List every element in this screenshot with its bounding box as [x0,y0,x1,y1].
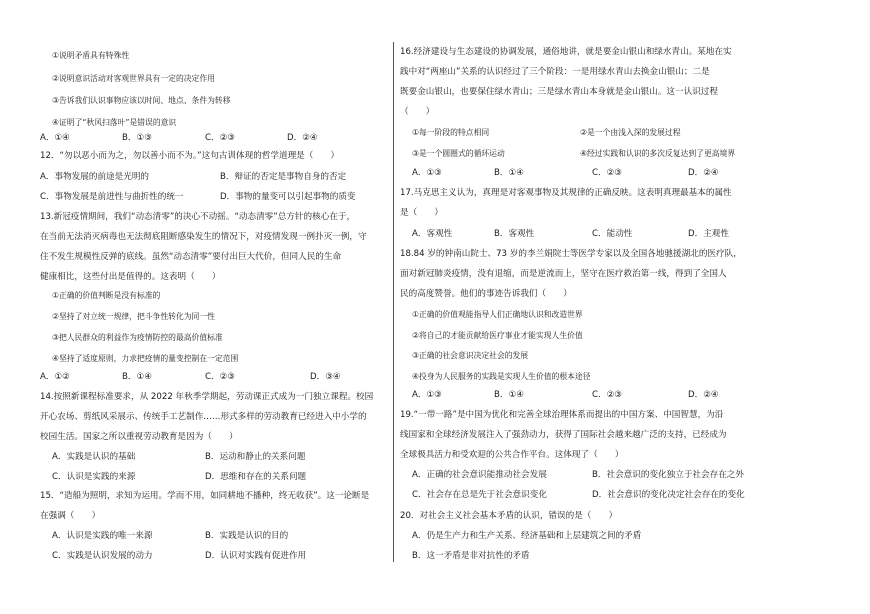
q13-line-4: 健康相比，这些付出是值得的。这表明（ ） [40,272,221,282]
q18-answer-d: D．②④ [688,390,719,400]
q16-line-4: （ ） [400,107,435,117]
q18-option-4: ④投身为人民服务的实践是实现人生价值的根本途径 [412,372,591,381]
q14-line-1: 14.按照新课程标准要求，从 2022 年秋季学期起，劳动课正式成为一门独立课程。校园 [40,392,374,402]
q15-option-d: D．认识对实践有促进作用 [205,551,307,561]
q13-option-3: ③把人民群众的利益作为疫情防控的最高价值标准 [52,333,223,342]
q16-option-1: ①每一阶段的特点相同 [412,128,490,137]
q11-answer-d: D．②④ [287,133,318,143]
q14-option-b: B．运动和静止的关系问题 [205,452,306,462]
q19-option-d: D．社会意识的变化决定社会存在的变化 [592,490,745,500]
q12-option-d: D．事物的量变可以引起事物的质变 [220,192,356,202]
q18-answer-a: A．①③ [412,390,442,400]
q15-line-1: 15．“造船为照明，求知为运用。学而不用，如同耕地不播种，终无收获”。这一论断是 [40,491,370,501]
q16-option-3: ③是一个圆圈式的循环运动 [412,149,505,158]
q16-line-2: 践中对“两座山”关系的认识经过了三个阶段：一是用绿水青山去换金山银山；二是 [400,67,710,77]
q14-line-2: 开心农场、剪纸风采展示、传统手工艺制作……形式多样的劳动教育已经进入中小学的 [40,412,367,422]
q17-answer-d: D．主观性 [688,229,729,239]
q18-line-3: 民的高度赞誉。他们的事迹告诉我们（ ） [400,289,572,299]
q13-answer-a: A．①② [40,372,70,382]
q11-option-3: ③告诉我们认识事物应该以时间、地点、条件为转移 [52,96,231,105]
q16-option-2: ②是一个由浅入深的发展过程 [580,128,681,137]
q16-answer-a: A．①③ [412,168,442,178]
q17-line-2: 是（ ） [400,208,443,218]
q11-option-1: ①说明矛盾具有特殊性 [52,51,130,60]
q11-option-2: ②说明意识活动对客观世界具有一定的决定作用 [52,74,215,83]
q11-answer-b: B．①③ [122,133,152,143]
q19-line-3: 全球极具活力和受欢迎的公共合作平台。这体现了（ ） [400,450,624,460]
q14-option-a: A．实践是认识的基础 [52,452,136,462]
q12-option-a: A．事物发展的前途是光明的 [40,172,150,182]
q19-option-a: A．正确的社会意识能推动社会发展 [412,470,547,480]
q15-line-2: 在强调（ ） [40,511,101,521]
q13-answer-b: B．①④ [122,372,152,382]
q20-option-a: A．仍是生产力和生产关系、经济基础和上层建筑之间的矛盾 [412,531,642,541]
q13-line-3: 住不发生规模性反弹的底线。虽然“动态清零”要付出巨大代价，但同人民的生命 [40,252,342,262]
q17-answer-b: B．客观性 [494,229,535,239]
q12-option-c: C．事物发展是前进性与曲折性的统一 [40,192,184,202]
q20-stem: 20．对社会主义社会基本矛盾的认识，错误的是（ ） [400,511,618,521]
q11-answer-a: A．①④ [40,133,70,143]
q14-option-d: D．思维和存在的关系问题 [205,472,307,482]
q13-answer-d: D．③④ [310,372,341,382]
q11-option-4: ④证明了“秋风扫落叶”是错误的意识 [52,118,177,127]
q16-line-3: 既要金山银山，也要保住绿水青山；三是绿水青山本身就是金山银山。这一认识过程 [400,87,718,97]
q19-line-1: 19.“一带一路”是中国为优化和完善全球治理体系而提出的中国方案、中国智慧，为沿 [400,410,724,420]
q20-option-b: B．这一矛盾是非对抗性的矛盾 [412,551,530,561]
q16-answer-b: B．①④ [494,168,524,178]
q19-option-c: C．社会存在总是先于社会意识变化 [412,490,547,500]
q16-option-4: ④经过实践和认识的多次反复达到了更高境界 [580,149,736,158]
q18-line-1: 18.84 岁的钟南山院士、73 岁的李兰娟院士等医学专家以及全国各地驰援湖北的医疗队， [400,249,742,259]
column-divider [393,42,394,562]
q11-answer-c: C．②③ [205,133,236,143]
q17-answer-c: C．能动性 [592,229,633,239]
q13-answer-c: C．②③ [205,372,236,382]
q19-option-b: B．社会意识的变化独立于社会存在之外 [592,470,744,480]
q13-line-2: 在当前无法消灭病毒也无法彻底阻断感染发生的情况下，对疫情发现一例扑灭一例，守 [40,232,367,242]
q16-answer-d: D．②④ [688,168,719,178]
q13-option-4: ④坚持了适度原则，力求把疫情的量变控制在一定范围 [52,354,239,363]
q17-line-1: 17.马克思主义认为，真理是对客观事物及其规律的正确反映。这表明真理最基本的属性 [400,188,732,198]
q15-option-a: A．认识是实践的唯一来源 [52,531,153,541]
q18-option-1: ①正确的价值观能指导人们正确地认识和改造世界 [412,310,583,319]
q13-line-1: 13.新冠疫情期间，我们“动态清零”的决心不动摇。“动态清零”总方针的核心在于， [40,212,356,222]
q19-line-2: 线国家和全球经济发展注入了强劲动力，获得了国际社会越来越广泛的支持，已经成为 [400,430,727,440]
q18-answer-b: B．①④ [494,390,524,400]
q14-line-3: 校园生活。国家之所以重视劳动教育是因为（ ） [40,432,238,442]
q18-line-2: 面对新冠肺炎疫情，没有退缩，而是逆流而上，坚守在医疗救治第一线，得到了全国人 [400,269,727,279]
q13-option-1: ①正确的价值判断是没有标准的 [52,291,161,300]
q18-option-2: ②将自己的才能贡献给医疗事业才能实现人生价值 [412,331,583,340]
q15-option-b: B．实践是认识的目的 [205,531,289,541]
q12-stem: 12．“勿以恶小而为之，勿以善小而不为。”这句古训体现的哲学道理是（ ） [40,151,340,161]
q15-option-c: C．实践是认识发展的动力 [52,551,153,561]
q14-option-c: C．认识是实践的来源 [52,472,136,482]
q16-answer-c: C．②③ [592,168,623,178]
q12-option-b: B．辩证的否定是事物自身的否定 [220,172,347,182]
q13-option-2: ②坚持了对立统一规律，把斗争性转化为同一性 [52,312,215,321]
q18-answer-c: C．②③ [592,390,623,400]
q17-answer-a: A．客观性 [412,229,453,239]
q18-option-3: ③正确的社会意识决定社会的发展 [412,351,529,360]
q16-line-1: 16.经济建设与生态建设的协调发展，通俗地讲，就是要金山银山和绿水青山。某地在实 [400,47,732,57]
